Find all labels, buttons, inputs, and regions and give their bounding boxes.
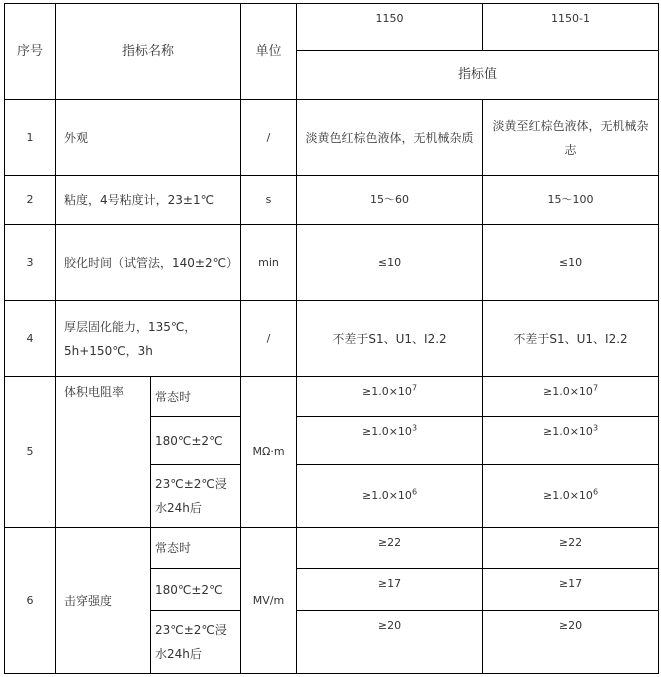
row-value-1150: ≥20	[297, 611, 483, 674]
value-text: ≥1.0×10	[362, 385, 412, 398]
row-value-1150	[297, 465, 483, 528]
value-exponent: 6	[592, 487, 599, 497]
row-unit: MV/m	[241, 528, 297, 674]
row-value-1150-1: 淡黄至红棕色液体，无机械杂志	[483, 100, 659, 176]
header-name: 指标名称	[56, 4, 241, 100]
header-no: 序号	[5, 4, 56, 100]
value-text: ≥1.0×10	[362, 425, 412, 438]
row-no: 6	[5, 528, 56, 674]
header-value: 指标值	[297, 51, 659, 100]
row-value-1150-1: 不差于S1、U1、I2.2	[483, 301, 659, 377]
row-no: 1	[5, 100, 56, 176]
row-value-1150-1: ≥22	[483, 528, 659, 569]
table-row	[5, 100, 659, 176]
row-name: 体积电阻率	[56, 377, 151, 528]
row-name: 胶化时间（试管法，140±2℃）	[56, 225, 241, 301]
row-value-1150: ≤10	[297, 225, 483, 301]
row-no: 5	[5, 377, 56, 528]
row-value-1150	[297, 417, 483, 465]
row-unit: MΩ·m	[241, 377, 297, 528]
condition-label: 常态时	[151, 528, 241, 569]
row-value-1150: ≥22	[297, 528, 483, 569]
table-row	[5, 176, 659, 225]
value-text: ≥1.0×10	[543, 425, 593, 438]
row-unit: min	[241, 225, 297, 301]
condition-label: 23℃±2℃浸水24h后	[151, 465, 241, 528]
row-unit: /	[241, 100, 297, 176]
header-row	[5, 4, 659, 51]
value-exponent: 3	[411, 423, 418, 433]
value-exponent: 7	[411, 383, 418, 393]
condition-label: 23℃±2℃浸水24h后	[151, 611, 241, 674]
row-value-1150: 淡黄色红棕色液体，无机械杂质	[297, 100, 483, 176]
row-value-1150	[297, 377, 483, 417]
table-row	[5, 225, 659, 301]
row-value-1150-1	[483, 465, 659, 528]
value-text: ≥1.0×10	[543, 385, 593, 398]
row-name: 粘度，4号粘度计，23±1℃	[56, 176, 241, 225]
value-exponent: 7	[592, 383, 599, 393]
value-text: ≥1.0×10	[543, 489, 593, 502]
table-row	[5, 301, 659, 377]
row-value-1150-1: ≥17	[483, 569, 659, 611]
row-no: 2	[5, 176, 56, 225]
row-value-1150: 15～60	[297, 176, 483, 225]
spec-table	[4, 3, 659, 674]
table-row	[5, 377, 659, 417]
row-value-1150: 不差于S1、U1、I2.2	[297, 301, 483, 377]
condition-label: 180℃±2℃	[151, 417, 241, 465]
row-name: 击穿强度	[56, 528, 151, 674]
header-grade-1150: 1150	[297, 4, 483, 51]
row-unit: s	[241, 176, 297, 225]
header-unit: 单位	[241, 4, 297, 100]
value-text: ≥1.0×10	[362, 489, 412, 502]
row-no: 3	[5, 225, 56, 301]
condition-label: 180℃±2℃	[151, 569, 241, 611]
condition-label: 常态时	[151, 377, 241, 417]
header-grade-1150-1: 1150-1	[483, 4, 659, 51]
row-unit: /	[241, 301, 297, 377]
value-exponent: 3	[592, 423, 599, 433]
row-value-1150-1	[483, 377, 659, 417]
row-name: 外观	[56, 100, 241, 176]
row-name: 厚层固化能力，135℃，5h+150℃，3h	[56, 301, 241, 377]
value-exponent: 6	[411, 487, 418, 497]
row-value-1150-1	[483, 417, 659, 465]
row-value-1150-1: ≥20	[483, 611, 659, 674]
row-value-1150-1: 15～100	[483, 176, 659, 225]
table-row	[5, 528, 659, 569]
row-value-1150-1: ≤10	[483, 225, 659, 301]
row-value-1150: ≥17	[297, 569, 483, 611]
row-no: 4	[5, 301, 56, 377]
